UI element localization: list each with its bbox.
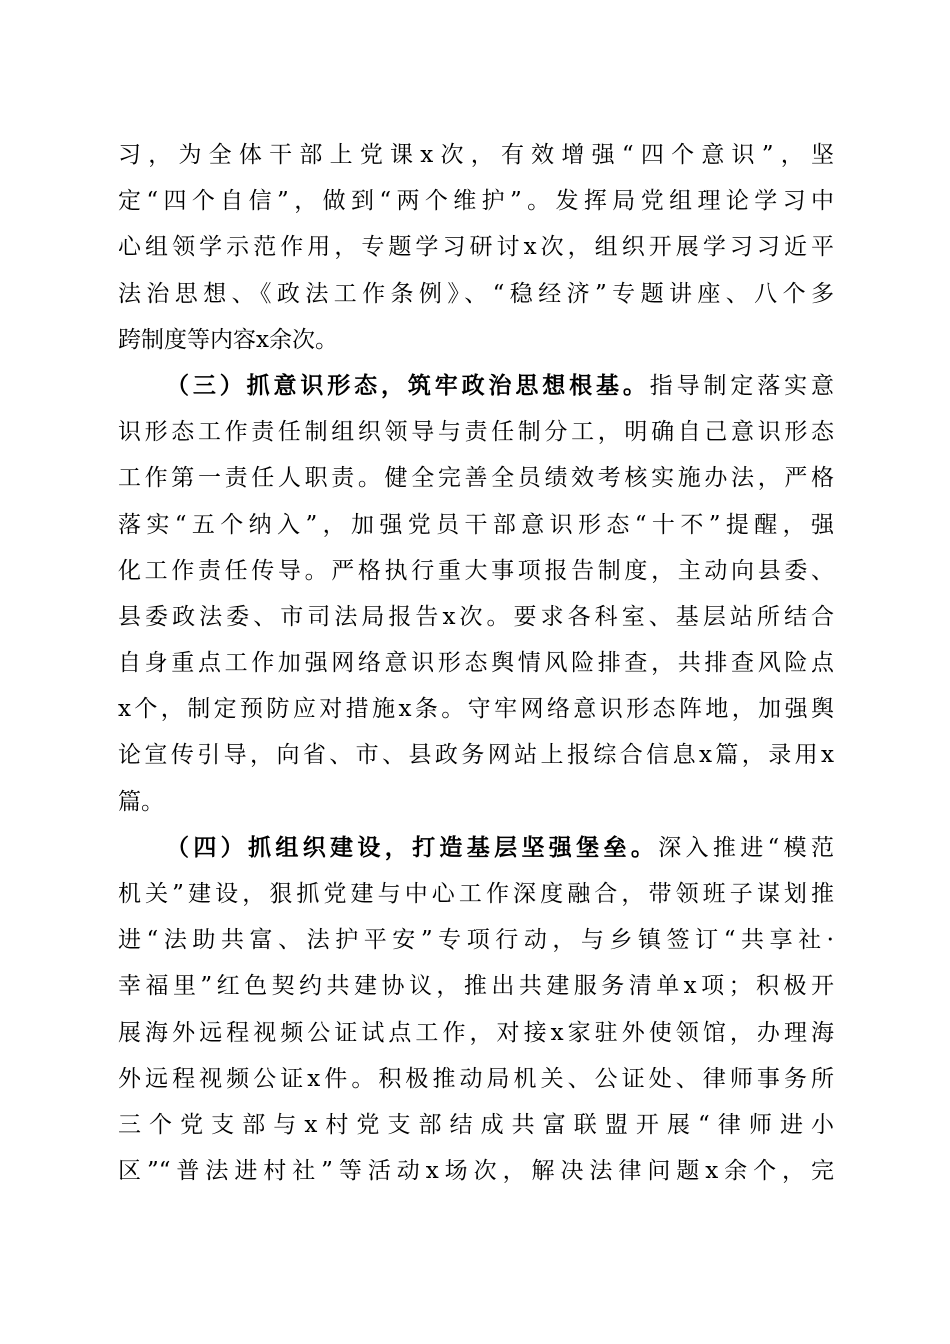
- text-line: 论宣传引导，向省、市、县政务网站上报综合信息x篇，录用x: [118, 742, 834, 769]
- paragraph-study: [118, 132, 834, 363]
- section-heading: （三）抓意识形态，筑牢政治思想根基。: [166, 371, 650, 399]
- text-line: 幸福里”红色契约共建协议，推出共建服务清单x项；积极开: [118, 973, 834, 1000]
- text-line: 县委政法委、市司法局报告x次。要求各科室、基层站所结合: [118, 603, 834, 630]
- document-body: [118, 132, 834, 1194]
- text-line: 进“法助共富、法护平安”专项行动，与乡镇签订“共享社·: [118, 927, 834, 954]
- text-line: 落实“五个纳入”，加强党员干部意识形态“十不”提醒，强: [118, 511, 834, 538]
- text-line: 外远程视频公证x件。积极推动局机关、公证处、律师事务所: [118, 1065, 834, 1092]
- text-line: 识形态工作责任制组织领导与责任制分工，明确自己意识形态: [118, 419, 834, 446]
- text-span: 指导制定落实意: [649, 372, 834, 399]
- text-line: 自身重点工作加强网络意识形态舆情风险排查，共排查风险点: [118, 650, 834, 677]
- section-heading: （四）抓组织建设，打造基层坚强堡垒。: [166, 833, 659, 861]
- text-line: 区”“普法进村社”等活动x场次，解决法律问题x余个，完: [118, 1158, 834, 1185]
- paragraph-first-line: [118, 825, 834, 871]
- text-line: 习，为全体干部上党课x次，有效增强“四个意识”，坚: [118, 142, 834, 168]
- text-line: 篇。: [118, 788, 164, 815]
- text-span: 深入推进“模范: [658, 834, 835, 861]
- text-line: 跨制度等内容x余次。: [118, 326, 338, 353]
- text-line: 三个党支部与x村党支部结成共富联盟开展“律师进小: [118, 1111, 834, 1138]
- text-line: 展海外远程视频公证试点工作，对接x家驻外使领馆，办理海: [118, 1019, 834, 1046]
- text-line: 心组领学示范作用，专题学习研讨x次，组织开展学习习近平: [118, 234, 834, 261]
- text-line: 定“四个自信”，做到“两个维护”。发挥局党组理论学习中: [118, 188, 834, 215]
- text-line: x个，制定预防应对措施x条。守牢网络意识形态阵地，加强舆: [118, 696, 834, 723]
- paragraph-organization: [118, 825, 834, 1195]
- text-line: 化工作责任传导。严格执行重大事项报告制度，主动向县委、: [118, 557, 834, 584]
- text-line: 工作第一责任人职责。健全完善全员绩效考核实施办法，严格: [118, 465, 834, 492]
- text-line: 机关”建设，狠抓党建与中心工作深度融合，带领班子谋划推: [118, 881, 834, 907]
- paragraph-first-line: [118, 363, 834, 409]
- paragraph-ideology: [118, 363, 834, 825]
- text-line: 法治思想、《政法工作条例》、“稳经济”专题讲座、八个多: [118, 280, 834, 307]
